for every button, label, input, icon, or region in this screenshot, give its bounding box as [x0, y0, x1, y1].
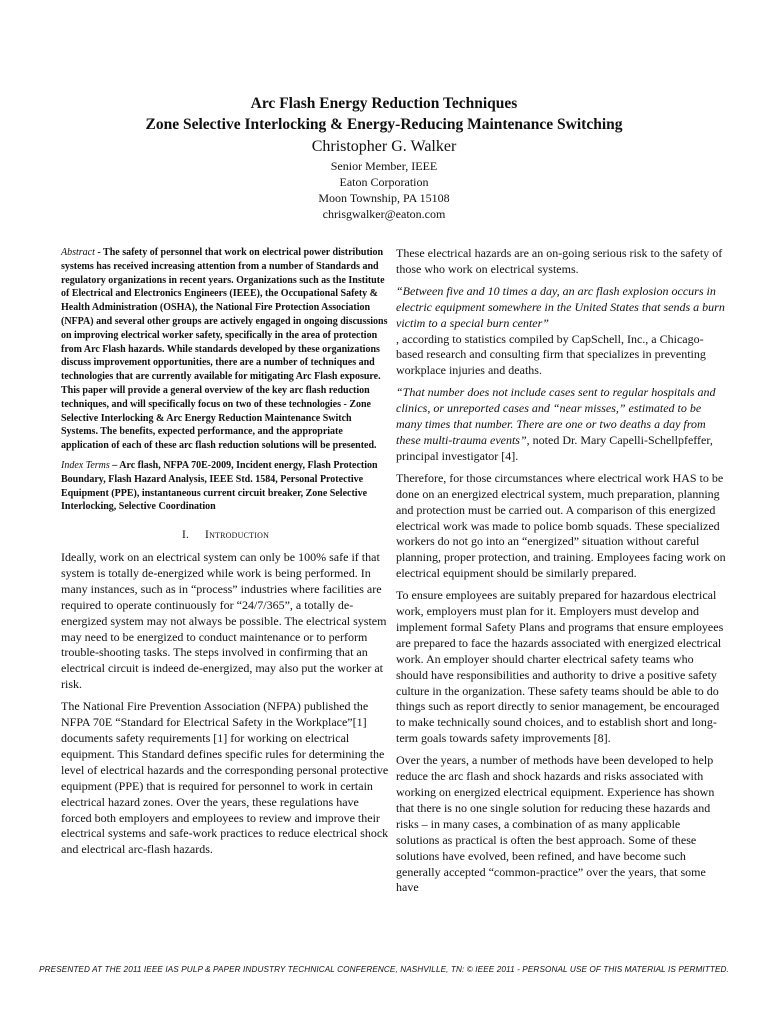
quote-1-rest: , according to statistics compiled by CapSchell, Inc., a Chicago-based research and consulting firm that specializes in preventing workplace injuries and deaths.	[396, 331, 706, 378]
index-terms-label: Index Terms	[61, 459, 110, 471]
abstract-text: - The safety of personnel that work on electrical power distribution systems has received increasing attention from a number of Standards and regulatory organizations in recent years. Organizations such as the Institute of Electrical and Electronics Engineers (IEEE), the Occupational Safety & Health Administration (OSHA), the National Fire Protection Association (NFPA) and several other groups are actively engaged in ongoing discussions on improving electrical worker safety, specifically in the area of protection from Arc Flash hazards. While standards developed by these organizations discuss improvement opportunities, there are a number of techniques and technologies that are currently available for mitigating Arc Flash exposure. This paper will provide a general overview of the key arc flash reduction techniques, and will specifically focus on two of these technologies - Zone Selective Interlocking & Arc Energy Reduction Maintenance Switch Systems. The benefits, expected performance, and the appropriate application of each of these arc flash reduction solutions will be presented.	[61, 247, 388, 452]
title-block	[0, 93, 768, 222]
section-heading-introduction	[61, 528, 390, 544]
author-organization: Eaton Corporation	[339, 175, 429, 189]
abstract	[61, 246, 390, 453]
intro-paragraph-1: Ideally, work on an electrical system can only be 100% safe if that system is totally de-energized while work is being performed. In many instances, such as in “process” industries where facilities are required to operate continuously for “24/7/365”, a totally de-energized system may not always be possible. The electrical system may need to be energized to conduct maintenance or to perform trouble-shooting tasks. The steps involved in confirming that an electrical circuit is indeed de-energized, may also put the worker at risk.	[61, 550, 387, 692]
right-paragraph-2: Therefore, for those circumstances where electrical work HAS to be done on an energized electrical system, much preparation, planning and protection must be carried out. A comparison of this energized electrical work was made to police bomb squads. These specialized workers do not go into an “energized” situation without careful planning, proper protection, and training. Employees facing work on electrical equipment should be similarly prepared.	[396, 470, 726, 581]
paper-title-line-1: Arc Flash Energy Reduction Techniques	[250, 95, 518, 112]
right-paragraph-1: These electrical hazards are an on-going serious risk to the safety of those who work on electrical systems.	[396, 246, 723, 276]
quote-1	[396, 284, 726, 379]
quote-1-italic: “Between five and 10 times a day, an arc flash explosion occurs in electric equipment somewhere in the United States that sends a burn victim to a special burn center”	[396, 283, 725, 330]
quote-2	[396, 385, 726, 465]
index-terms	[61, 459, 390, 514]
author-email: chrisgwalker@eaton.com	[322, 207, 446, 221]
quote-2-italic: “That number does not include cases sent to regular hospitals and clinics, or unreported cases and “near misses,” estimated to be many times that number. There are one or two deaths a day from these multi-trauma events”	[396, 385, 716, 447]
conference-footer: PRESENTED AT THE 2011 IEEE IAS PULP & PAPER INDUSTRY TECHNICAL CONFERENCE, NASHVILLE, TN: © IEEE 2011 - PERSONAL USE OF THIS MATERIAL IS PERMITTED.	[39, 965, 729, 974]
section-number: I.	[181, 529, 190, 542]
intro-paragraph-2: The National Fire Prevention Association (NFPA) published the NFPA 70E “Standard for Electrical Safety in the Workplace”[1] documents safety requirements [1] for working on electrical equipment. This Standard defines specific rules for determining the level of electrical hazards and the corresponding personal protective equipment (PPE) that is required for personnel to work in certain electrical hazard zones. Over the years, these regulations have forced both employers and employees to review and improve their electrical systems and safe-work practices to reduce electrical shock and electrical arc-flash hazards.	[61, 699, 389, 857]
left-column	[61, 246, 390, 864]
right-column	[396, 246, 726, 902]
quote-2-rest: , noted Dr. Mary Capelli-Schellpfeffer, principal investigator [4].	[396, 432, 713, 463]
right-paragraph-4: Over the years, a number of methods have been developed to help reduce the arc flash and shock hazards and risks associated with working on energized electrical equipment. Experience has shown that there is no one single solution for reducing these hazards and risks – in many cases, a combination of as many applicable solutions as practical is often the best approach. Some of these solutions have evolved, been refined, and have become such generally accepted “common-practice” over the years, that some have	[396, 753, 715, 895]
section-title: Introduction	[205, 529, 270, 542]
index-terms-text: – Arc flash, NFPA 70E-2009, Incident energy, Flash Protection Boundary, Flash Hazard Analysis, IEEE Std. 1584, Personal Protective Equipment (PPE), instantaneous current circuit breaker, Zone Selective Interlocking, Selective Coordination	[61, 459, 378, 513]
right-paragraph-3: To ensure employees are suitably prepared for hazardous electrical work, employers must plan for it. Employers must develop and implement formal Safety Plans and programs that ensure employees are prepared to face the hazards associated with energized electrical work. An employer should charter electrical safety teams who should have responsibilities and authority to drive a positive safety culture in the organization. These safety teams should be able to do things such as report directly to senior management, be encouraged to make technically sound choices, and to establish short and long-term goals towards safety improvements [8].	[396, 588, 724, 746]
abstract-label: Abstract	[61, 247, 95, 258]
paper-title-line-2: Zone Selective Interlocking & Energy-Reducing Maintenance Switching	[145, 116, 623, 133]
author-location: Moon Township, PA 15108	[318, 191, 450, 205]
author-membership: Senior Member, IEEE	[330, 159, 438, 173]
author-name: Christopher G. Walker	[311, 138, 457, 155]
